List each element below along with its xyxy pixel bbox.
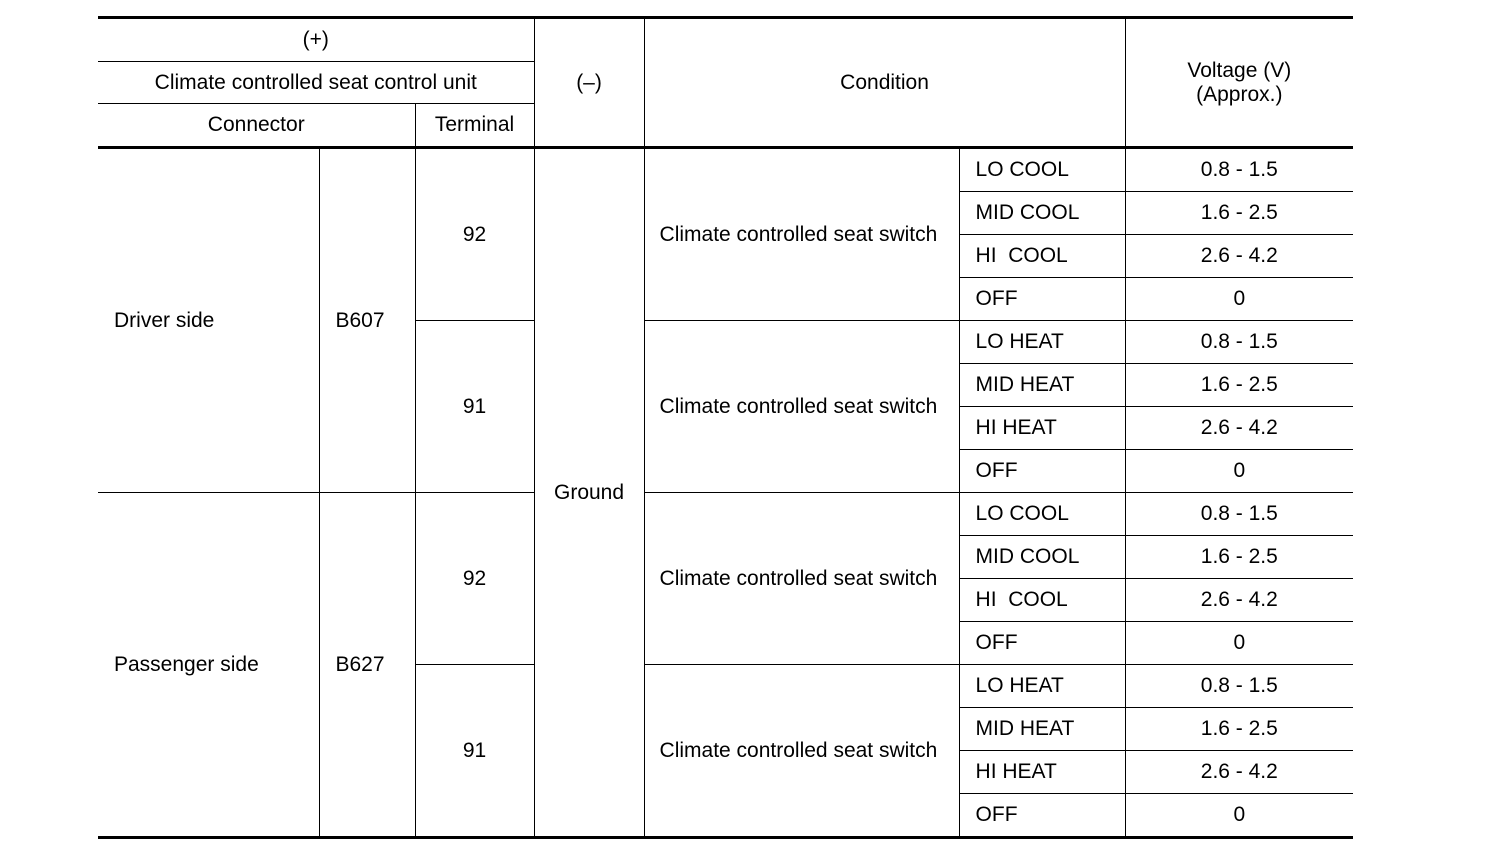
connector-code: B627 xyxy=(319,493,415,838)
voltage-value: 2.6 - 4.2 xyxy=(1125,407,1353,450)
switch-state: HI COOL xyxy=(959,235,1125,278)
condition-header: Condition xyxy=(644,18,1125,148)
voltage-value: 0 xyxy=(1125,278,1353,321)
switch-state: LO COOL xyxy=(959,148,1125,192)
voltage-header-approx: (Approx.) xyxy=(1196,82,1283,106)
switch-state: HI HEAT xyxy=(959,407,1125,450)
switch-state: MID COOL xyxy=(959,192,1125,235)
switch-state: HI COOL xyxy=(959,579,1125,622)
terminal-number: 91 xyxy=(415,665,534,838)
side-label: Passenger side xyxy=(98,493,319,838)
switch-state: LO HEAT xyxy=(959,321,1125,364)
table-row xyxy=(98,493,1353,536)
switch-state: OFF xyxy=(959,450,1125,493)
voltage-value: 2.6 - 4.2 xyxy=(1125,751,1353,794)
condition-label: Climate controlled seat switch xyxy=(644,665,959,838)
switch-state: OFF xyxy=(959,622,1125,665)
voltage-value: 0 xyxy=(1125,622,1353,665)
voltage-value: 1.6 - 2.5 xyxy=(1125,192,1353,235)
condition-label: Climate controlled seat switch xyxy=(644,148,959,321)
voltage-value: 0.8 - 1.5 xyxy=(1125,321,1353,364)
voltage-value: 0.8 - 1.5 xyxy=(1125,493,1353,536)
voltage-value: 0.8 - 1.5 xyxy=(1125,148,1353,192)
side-label: Driver side xyxy=(98,148,319,493)
terminal-number: 92 xyxy=(415,493,534,665)
voltage-value: 0 xyxy=(1125,794,1353,838)
ground-label: Ground xyxy=(534,148,644,838)
voltage-value: 0 xyxy=(1125,450,1353,493)
switch-state: MID HEAT xyxy=(959,708,1125,751)
voltage-value: 1.6 - 2.5 xyxy=(1125,536,1353,579)
switch-state: MID COOL xyxy=(959,536,1125,579)
terminal-voltage-table xyxy=(98,16,1353,839)
voltage-value: 2.6 - 4.2 xyxy=(1125,235,1353,278)
switch-state: OFF xyxy=(959,278,1125,321)
condition-label: Climate controlled seat switch xyxy=(644,321,959,493)
switch-state: HI HEAT xyxy=(959,751,1125,794)
connector-code: B607 xyxy=(319,148,415,493)
switch-state: MID HEAT xyxy=(959,364,1125,407)
voltage-value: 2.6 - 4.2 xyxy=(1125,579,1353,622)
voltage-header xyxy=(1125,18,1353,148)
minus-header: (–) xyxy=(534,18,644,148)
voltage-value: 1.6 - 2.5 xyxy=(1125,708,1353,751)
terminal-number: 92 xyxy=(415,148,534,321)
voltage-header-unit: Voltage (V) xyxy=(1187,58,1292,82)
voltage-value: 1.6 - 2.5 xyxy=(1125,364,1353,407)
table-row xyxy=(98,148,1353,192)
plus-header: (+) xyxy=(98,18,534,62)
switch-state: LO COOL xyxy=(959,493,1125,536)
connector-header: Connector xyxy=(98,104,415,148)
terminal-header: Terminal xyxy=(415,104,534,148)
voltage-value: 0.8 - 1.5 xyxy=(1125,665,1353,708)
condition-label: Climate controlled seat switch xyxy=(644,493,959,665)
terminal-number: 91 xyxy=(415,321,534,493)
switch-state: LO HEAT xyxy=(959,665,1125,708)
switch-state: OFF xyxy=(959,794,1125,838)
control-unit-header: Climate controlled seat control unit xyxy=(98,62,534,104)
